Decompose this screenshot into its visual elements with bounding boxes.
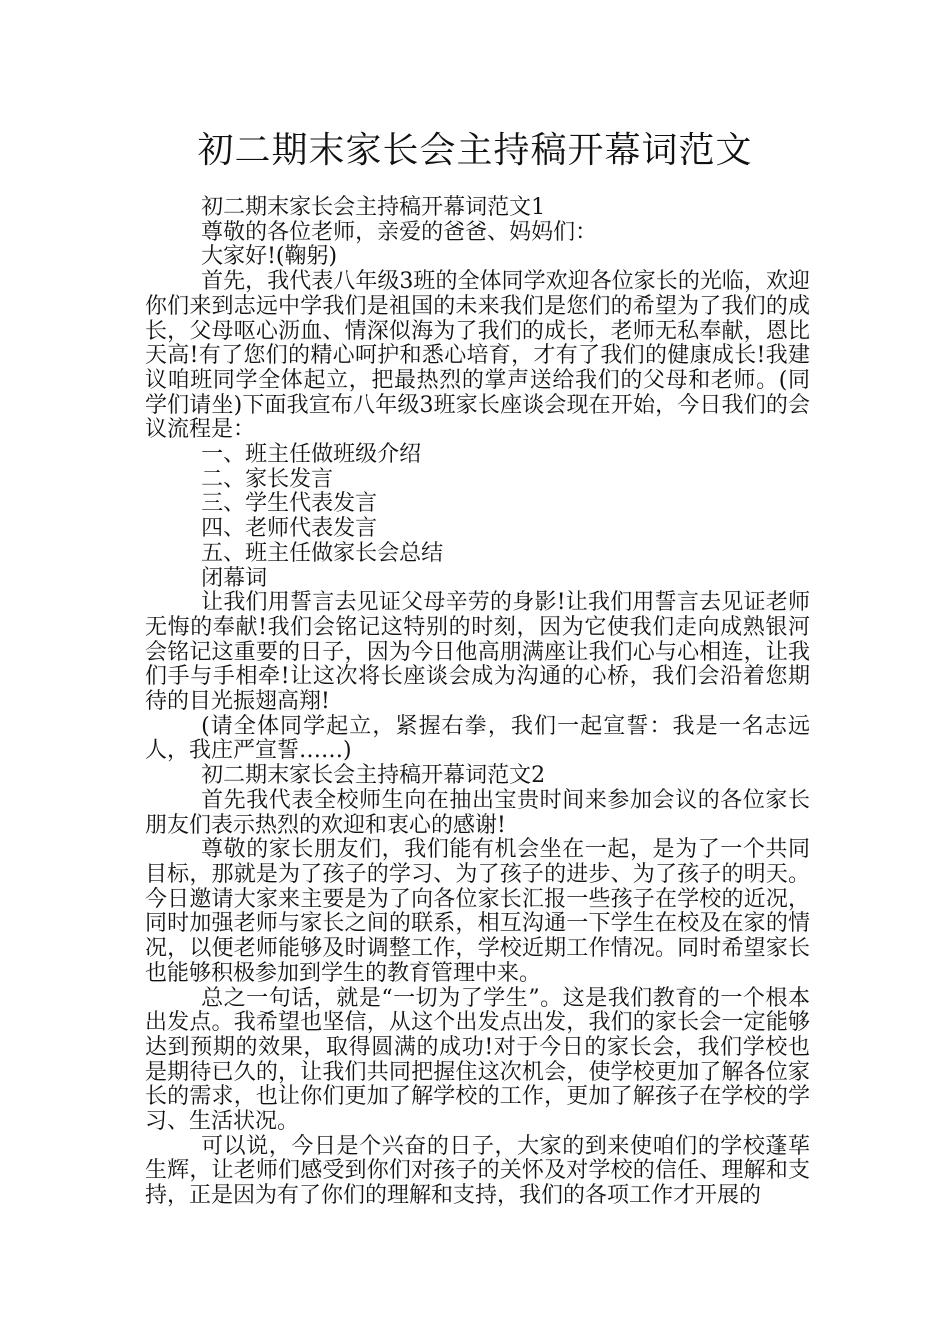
section-heading: 初二期末家长会主持稿开幕词范文2 (201, 763, 546, 789)
section-heading: 闭幕词 (201, 565, 268, 591)
agenda-item: 三、学生代表发言 (201, 491, 378, 517)
paragraph: 大家好!(鞠躬) (201, 244, 338, 270)
paragraph: 尊敬的各位老师，亲爱的爸爸、妈妈们： (201, 219, 598, 245)
paragraph: (请全体同学起立，紧握右拳，我们一起宣誓：我是一名志远人，我庄严宣誓……) (145, 713, 810, 764)
document-title: 初二期末家长会主持稿开幕词范文 (197, 130, 753, 171)
agenda-item: 一、班主任做班级介绍 (201, 442, 422, 468)
agenda-item: 二、家长发言 (201, 466, 334, 492)
paragraph: 让我们用誓言去见证父母辛劳的身影!让我们用誓言去见证老师无悔的奉献!我们会铭记这特别的时刻，因为它使我们走向成熟银河会铭记这重要的日子，因为今日他高朋满座让我们心与心相连，让我们手与手相牵!让这次将长座谈会成为沟通的心桥，我们会沿着您期待的目光振翅高翔! (145, 590, 810, 715)
document-body (145, 196, 810, 1209)
paragraph: 首先，我代表八年级3班的全体同学欢迎各位家长的光临，欢迎你们来到志远中学我们是祖国的未来我们是您们的希望为了我们的成长，父母呕心沥血、情深似海为了我们的成长，老师无私奉献，恩比天高!有了您们的精心呵护和悉心培育，才有了我们的健康成长!我建议咱班同学全体起立，把最热烈的掌声送给我们的父母和老师。(同学们请坐)下面我宣布八年级3班家长座谈会现在开始，今日我们的会议流程是： (145, 269, 810, 443)
paragraph: 总之一句话，就是“一切为了学生”。这是我们教育的一个根本出发点。我希望也坚信，从这个出发点出发，我们的家长会一定能够达到预期的效果，取得圆满的成功!对于今日的家长会，我们学校也是期待已久的，让我们共同把握住这次机会，使学校更加了解各位家长的需求，也让你们更加了解学校的工作，更加了解孩子在学校的学习、生活状况。 (145, 985, 810, 1135)
paragraph: 首先我代表全校师生向在抽出宝贵时间来参加会议的各位家长朋友们表示热烈的欢迎和衷心的感谢! (145, 787, 810, 838)
agenda-item: 五、班主任做家长会总结 (201, 540, 444, 566)
paragraph: 可以说，今日是个兴奋的日子，大家的到来使咱们的学校蓬荜生辉，让老师们感受到你们对孩子的关怀及对学校的信任、理解和支持，正是因为有了你们的理解和支持，我们的各项工作才开展的 (145, 1133, 810, 1209)
paragraph: 尊敬的家长朋友们，我们能有机会坐在一起，是为了一个共同目标，那就是为了孩子的学习、为了孩子的进步、为了孩子的明天。今日邀请大家来主要是为了向各位家长汇报一些孩子在学校的近况，同时加强老师与家长之间的联系，相互沟通一下学生在校及在家的情况，以便老师能够及时调整工作，学校近期工作情况。同时希望家长也能够积极参加到学生的教育管理中来。 (145, 837, 810, 986)
agenda-item: 四、老师代表发言 (201, 516, 378, 542)
paragraph: 初二期末家长会主持稿开幕词范文1 (201, 195, 546, 220)
